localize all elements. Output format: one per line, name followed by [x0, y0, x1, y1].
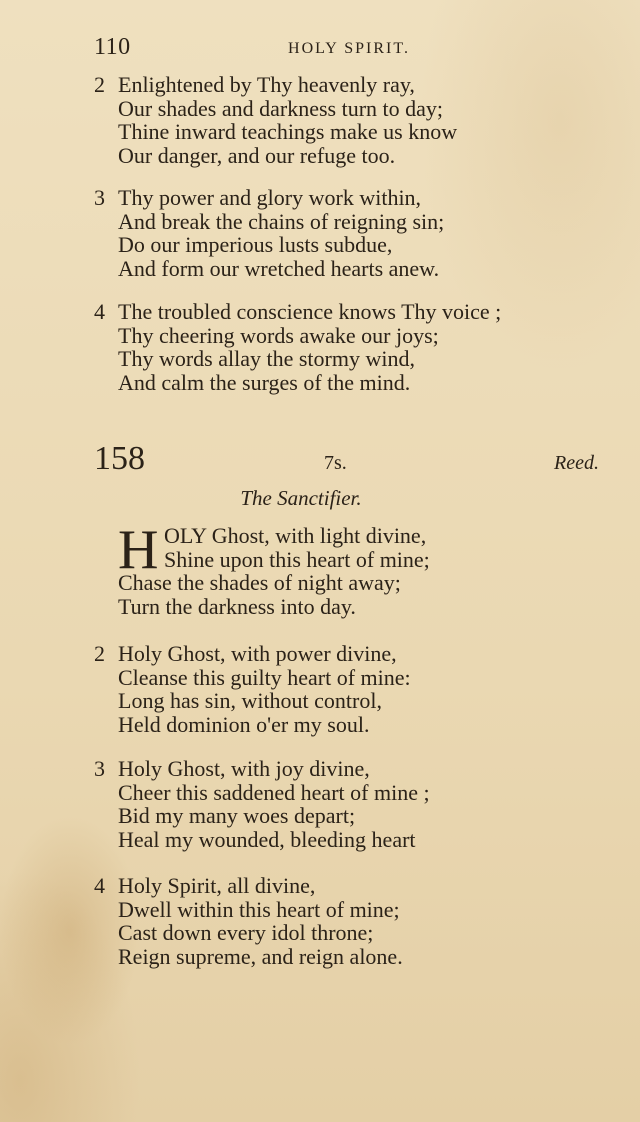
stanza-2 — [94, 642, 584, 736]
stanza-number: 2 — [94, 641, 105, 666]
verse-line: Bid my many woes depart; — [118, 803, 356, 828]
verse-line: Our danger, and our refuge too. — [118, 142, 396, 168]
first-stanza — [118, 519, 598, 619]
verse-line: Cheer this saddened heart of mine ; — [118, 779, 430, 805]
verse-line: Do our imperious lusts subdue, — [118, 232, 393, 257]
verse-line: Holy Ghost, with power divine, — [118, 641, 397, 666]
stanza-number: 4 — [94, 299, 105, 324]
verse-line: And form our wretched hearts anew. — [118, 255, 440, 281]
stanza-number: 3 — [94, 185, 105, 210]
verse-line: Enlightened by Thy heavenly ray, — [118, 72, 415, 97]
verse-line: Thine inward teachings make us know — [118, 119, 458, 144]
running-head: HOLY SPIRIT. — [288, 40, 410, 57]
verse-line: Chase the shades of night away; — [118, 570, 401, 595]
hymn-title: The Sanctifier. — [240, 486, 362, 510]
hymn-meter: 7s. — [324, 452, 347, 474]
hymn-number: 158 — [94, 440, 145, 477]
stanza-3 — [94, 757, 584, 851]
stanza-number: 3 — [94, 756, 105, 781]
page-number: 110 — [94, 34, 131, 60]
drop-cap: H — [118, 519, 159, 581]
prev-stanza-3 — [94, 186, 584, 280]
verse-line: Thy power and glory work within, — [118, 185, 422, 210]
prev-stanza-4 — [94, 300, 584, 394]
verse-line: OLY Ghost, with light divine, — [164, 523, 427, 548]
hymn-header — [94, 440, 599, 480]
verse-line: Holy Spirit, all divine, — [118, 873, 316, 898]
verse-line: Turn the darkness into day. — [118, 593, 356, 619]
verse-line: Held dominion o'er my soul. — [118, 711, 370, 737]
verse-line: Reign supreme, and reign alone. — [118, 943, 403, 969]
verse-line: Shine upon this heart of mine; — [164, 546, 430, 572]
verse-line: Long has sin, without control, — [118, 688, 382, 713]
verse-line: And calm the surges of the mind. — [118, 369, 411, 395]
verse-line: Dwell within this heart of mine; — [118, 896, 400, 922]
verse-line: Thy cheering words awake our joys; — [118, 322, 439, 348]
hymn-tune: Reed. — [554, 452, 599, 474]
verse-line: Cleanse this guilty heart of mine: — [118, 664, 411, 690]
verse-line: Holy Ghost, with joy divine, — [118, 756, 370, 781]
verse-line: And break the chains of reigning sin; — [118, 208, 445, 234]
verse-line: Our shades and darkness turn to day; — [118, 95, 444, 121]
stanza-4 — [94, 874, 584, 968]
verse-line: Thy words allay the stormy wind, — [118, 346, 415, 371]
prev-stanza-2 — [94, 73, 584, 167]
verse-line: Cast down every idol throne; — [118, 920, 374, 945]
page-header — [94, 34, 604, 64]
verse-line: Heal my wounded, bleeding heart — [118, 826, 416, 852]
stanza-number: 4 — [94, 873, 105, 898]
verse-line: The troubled conscience knows Thy voice ; — [118, 299, 502, 324]
stanza-number: 2 — [94, 72, 105, 97]
